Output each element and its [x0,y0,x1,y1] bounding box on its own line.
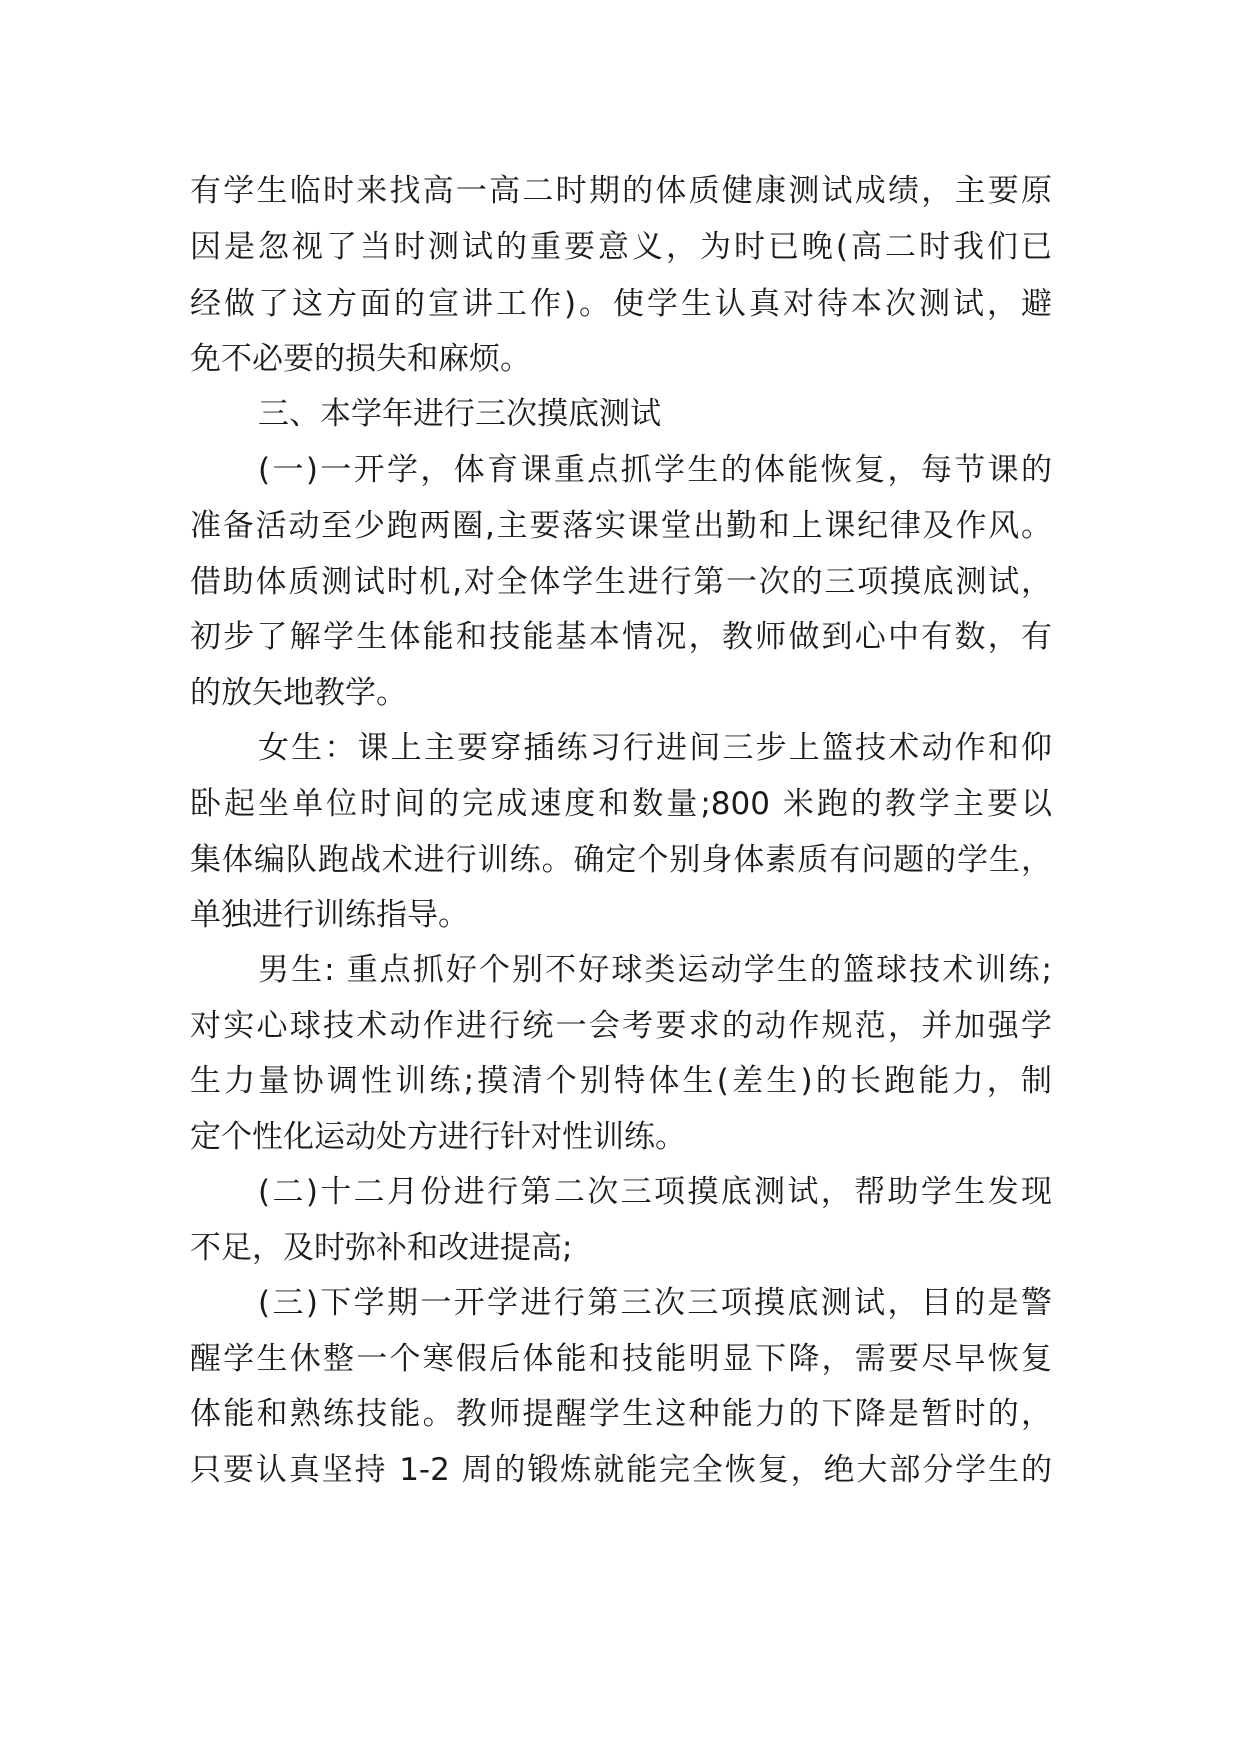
section-heading: 三、本学年进行三次摸底测试 [258,396,661,432]
text-line: 准备活动至少跑两圈,主要落实课堂出勤和上课纪律及作风。 [190,508,1052,544]
text-line: (二)十二月份进行第二次三项摸底测试，帮助学生发现 [258,1174,1052,1210]
text-line: 对实心球技术动作进行统一会考要求的动作规范，并加强学 [190,1008,1052,1044]
text-line: 不足，及时弥补和改进提高; [190,1230,573,1266]
text-line: 卧起坐单位时间的完成速度和数量;800 米跑的教学主要以 [190,786,1052,822]
text-line: 定个性化运动处方进行针对性训练。 [190,1119,686,1155]
text-line: 集体编队跑战术进行训练。确定个别身体素质有问题的学生， [190,842,1052,878]
text-line: 女生：课上主要穿插练习行进间三步上篮技术动作和仰 [258,730,1052,766]
text-line: 生力量协调性训练;摸清个别特体生(差生)的长跑能力，制 [190,1063,1052,1099]
text-line: 男生: 重点抓好个别不好球类运动学生的篮球技术训练; [258,952,1052,988]
text-line: (一)一开学，体育课重点抓学生的体能恢复，每节课的 [258,452,1052,488]
text-line: 经做了这方面的宣讲工作)。使学生认真对待本次测试，避 [190,286,1052,322]
text-line: (三)下学期一开学进行第三次三项摸底测试，目的是警 [258,1285,1052,1321]
text-line: 借助体质测试时机,对全体学生进行第一次的三项摸底测试， [190,564,1052,600]
text-line: 的放矢地教学。 [190,675,407,711]
text-line: 有学生临时来找高一高二时期的体质健康测试成绩，主要原 [190,173,1052,209]
text-line: 免不必要的损失和麻烦。 [190,341,531,377]
text-line: 只要认真坚持 1-2 周的锻炼就能完全恢复，绝大部分学生的 [190,1452,1052,1488]
text-line: 体能和熟练技能。教师提醒学生这种能力的下降是暂时的， [190,1396,1052,1432]
text-line: 因是忽视了当时测试的重要意义，为时已晚(高二时我们已 [190,229,1052,265]
text-line: 醒学生休整一个寒假后体能和技能明显下降，需要尽早恢复 [190,1341,1052,1377]
text-line: 初步了解学生体能和技能基本情况，教师做到心中有数，有 [190,619,1052,655]
text-line: 单独进行训练指导。 [190,897,469,933]
